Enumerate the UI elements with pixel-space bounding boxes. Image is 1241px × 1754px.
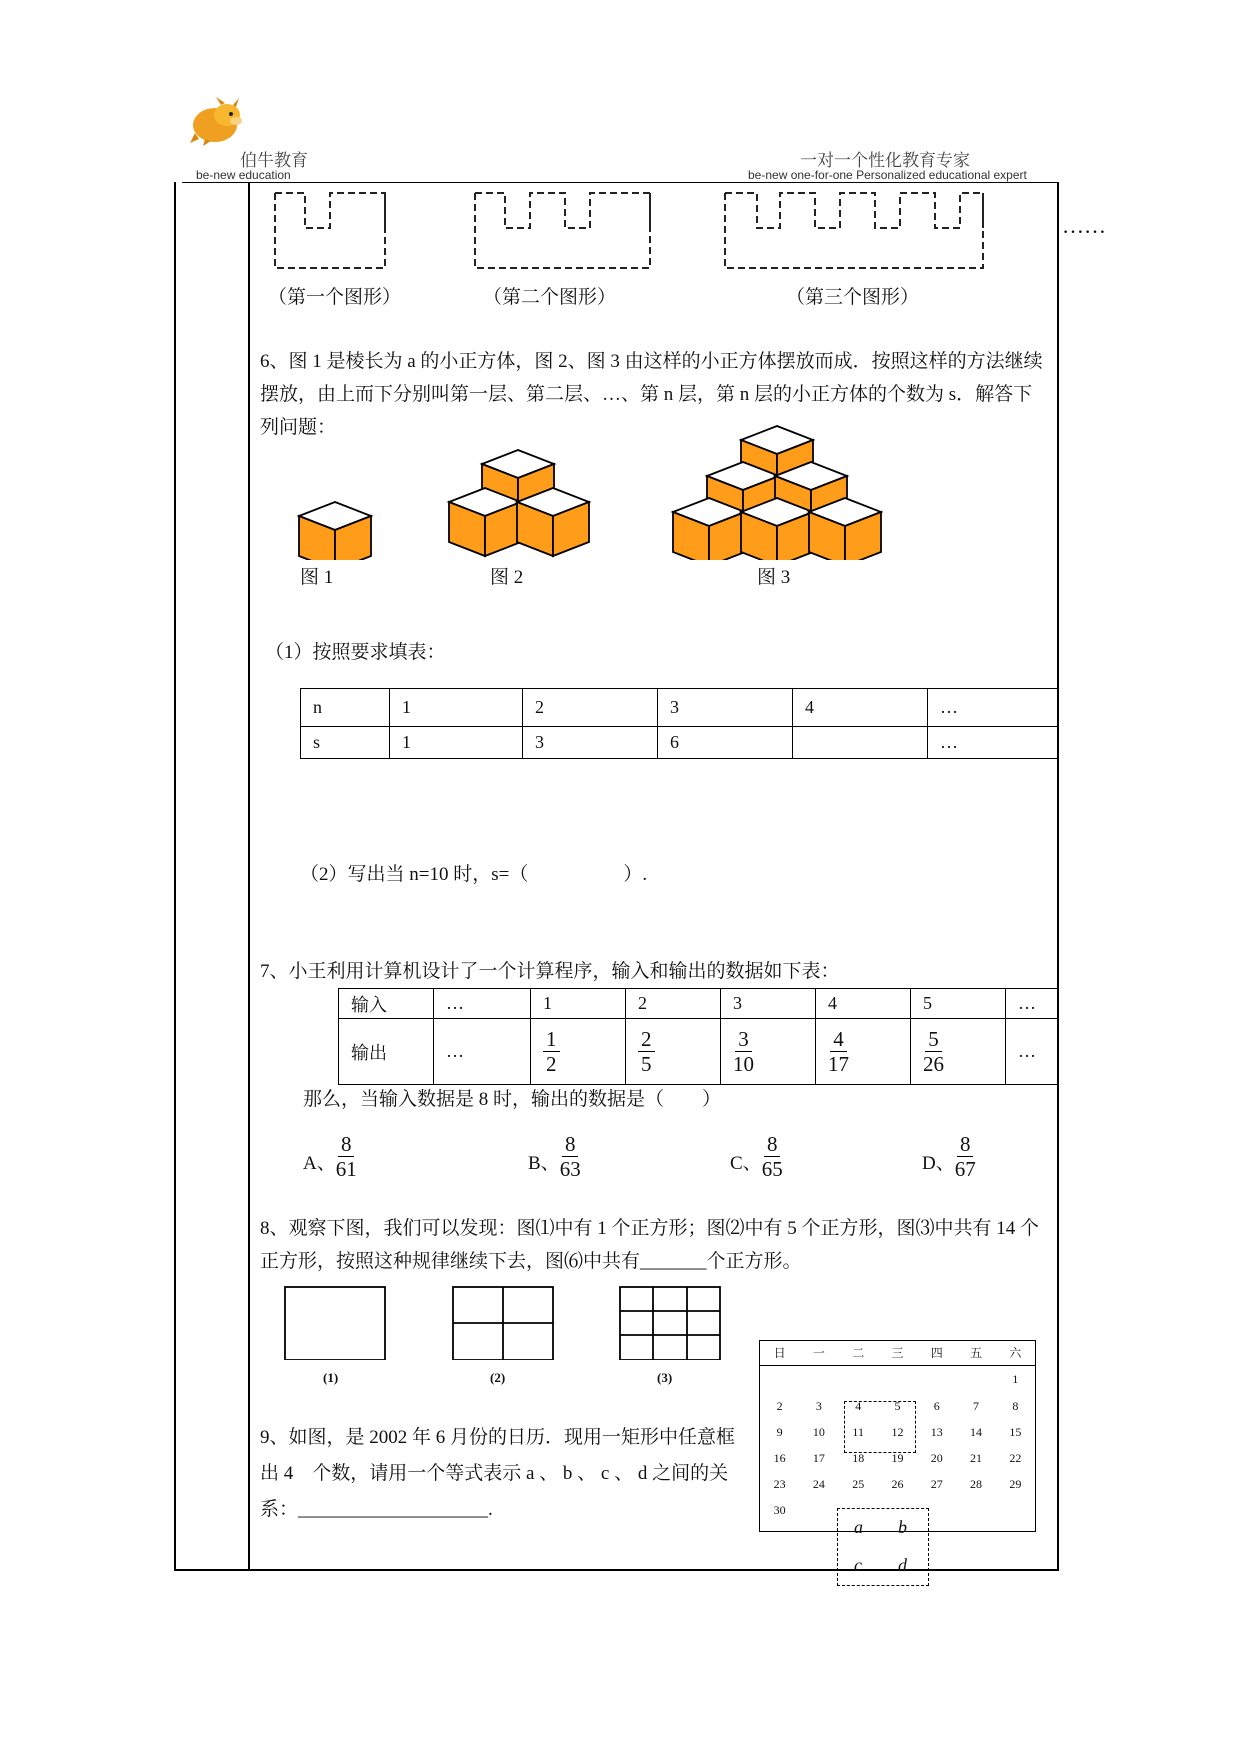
cube-fig-label-3: 图 3 — [757, 567, 791, 588]
table-cell: s — [301, 727, 390, 759]
frame-left — [174, 182, 176, 1570]
q6-part2: （2）写出当 n=10 时，s=（ ）. — [300, 864, 648, 885]
calendar-table: 日 一 二 三 四 五 六 1 2 3 4 5 6 7 8 9 10 11 12 13 14 15 16 17 18 19 20 21 22 23 24 25 26 27 28 29 30 — [760, 1341, 1035, 1523]
q7-option-a: A、 $\frac{8}{61}$ — [303, 1132, 357, 1182]
brand-name-en: be-new education — [196, 168, 291, 182]
weekday: 四 — [930, 1346, 943, 1361]
frame-right — [1057, 182, 1059, 1570]
table-cell — [911, 1019, 1006, 1085]
q7-question: 那么，当输入数据是 8 时，输出的数据是（ ） — [303, 1089, 722, 1110]
table-cell: … — [928, 689, 1058, 727]
table-cell: 2 — [523, 689, 658, 727]
table-cell: 2 — [626, 989, 721, 1019]
table-cell: 3 — [658, 689, 793, 727]
q6-table — [300, 688, 1058, 759]
q9-text: 9、如图，是 2002 年 6 月份的日历．现用一矩形中任意框出 4 个数，请用一个等式表示 a 、 b 、 c 、 d 之间的关系：____________________. — [260, 1427, 736, 1520]
brand-name-cn: 伯牛教育 — [240, 151, 308, 171]
abcd-box — [837, 1508, 929, 1586]
pattern-ellipsis: …… — [1062, 213, 1106, 238]
square-fig-label-2: (2) — [490, 1370, 506, 1385]
weekday: 六 — [1009, 1346, 1022, 1361]
table-cell: 3 — [523, 727, 658, 759]
fraction: $\frac{3}{10}$ — [733, 1026, 754, 1076]
table-cell — [721, 1019, 816, 1085]
pattern-figures — [265, 188, 1005, 272]
table-cell: … — [1006, 1019, 1058, 1085]
pattern-caption-1: （第一个图形） — [268, 287, 402, 308]
fraction: $\frac{8}{61}$ — [335, 1132, 357, 1182]
fraction: $\frac{8}{65}$ — [761, 1132, 783, 1182]
weekday: 日 — [773, 1346, 786, 1361]
table-cell: 6 — [658, 727, 793, 759]
calendar — [759, 1340, 1036, 1532]
table-cell: 1 — [390, 689, 523, 727]
square-fig-label-1: (1) — [323, 1370, 339, 1385]
cube-figures — [295, 420, 900, 560]
table-cell — [531, 1019, 626, 1085]
fraction: $\frac{2}{5}$ — [638, 1027, 655, 1076]
table-cell: 输出 — [339, 1019, 434, 1085]
weekday: 一 — [812, 1346, 825, 1361]
table-cell: 3 — [721, 989, 816, 1019]
table-cell: n — [301, 689, 390, 727]
frame-divider — [248, 182, 250, 1570]
table-cell: … — [928, 727, 1058, 759]
table-cell: 1 — [531, 989, 626, 1019]
weekday: 二 — [852, 1346, 865, 1361]
q7-text: 7、小王利用计算机设计了一个计算程序，输入和输出的数据如下表： — [260, 961, 840, 982]
table-cell: 4 — [816, 989, 911, 1019]
table-cell: … — [1006, 989, 1058, 1019]
cube-fig-label-1: 图 1 — [300, 567, 334, 588]
table-cell — [793, 727, 928, 759]
weekday: 五 — [970, 1346, 983, 1361]
q7-option-b: B、 $\frac{8}{63}$ — [528, 1132, 581, 1182]
square-fig-label-3: (3) — [657, 1370, 673, 1385]
table-cell: … — [434, 1019, 531, 1085]
q7-option-d: D、 $\frac{8}{67}$ — [922, 1132, 976, 1182]
table-cell: 4 — [793, 689, 928, 727]
pattern-caption-2: （第二个图形） — [483, 287, 617, 308]
calendar-selection-box — [844, 1401, 916, 1453]
q6-text: 6、图 1 是棱长为 a 的小正方体，图 2、图 3 由这样的小正方体摆放而成．按照这样的方法继续摆放，由上而下分别叫第一层、第二层、…、第 n 层，第 n 层的小正方体的个数为 s．解答下列问题： — [260, 351, 1043, 438]
table-cell — [816, 1019, 911, 1085]
fraction: $\frac{8}{67}$ — [954, 1132, 976, 1182]
table-cell: 输入 — [339, 989, 434, 1019]
logo-icon — [185, 95, 247, 147]
table-cell: 5 — [911, 989, 1006, 1019]
fraction: $\frac{4}{17}$ — [828, 1026, 849, 1076]
letter-c: c — [854, 1555, 862, 1575]
q6-part1: （1）按照要求填表： — [265, 642, 446, 663]
slogan-cn: 一对一个性化教育专家 — [800, 151, 970, 171]
weekday: 三 — [891, 1346, 904, 1361]
slogan-en: be-new one-for-one Personalized educational expert — [748, 168, 1027, 182]
table-cell — [626, 1019, 721, 1085]
q7-table — [338, 988, 1058, 1085]
pattern-caption-3: （第三个图形） — [786, 287, 920, 308]
fraction: $\frac{5}{26}$ — [923, 1026, 944, 1076]
letter-b: b — [898, 1517, 907, 1537]
table-cell: 1 — [390, 727, 523, 759]
q7-option-c: C、 $\frac{8}{65}$ — [730, 1132, 783, 1182]
header-rule — [182, 182, 1059, 183]
letter-d: d — [898, 1555, 907, 1575]
q8-text: 8、观察下图，我们可以发现：图⑴中有 1 个正方形；图⑵中有 5 个正方形，图⑶中共有 14 个正方形，按照这种规律继续下去，图⑹中共有_______个正方形。 — [260, 1218, 1040, 1272]
fraction: $\frac{8}{63}$ — [559, 1132, 581, 1182]
letter-a: a — [854, 1517, 863, 1537]
cube-fig-label-2: 图 2 — [490, 567, 524, 588]
square-grid-figures — [283, 1285, 723, 1360]
fraction: $\frac{1}{2}$ — [543, 1027, 560, 1076]
table-cell: … — [434, 989, 531, 1019]
